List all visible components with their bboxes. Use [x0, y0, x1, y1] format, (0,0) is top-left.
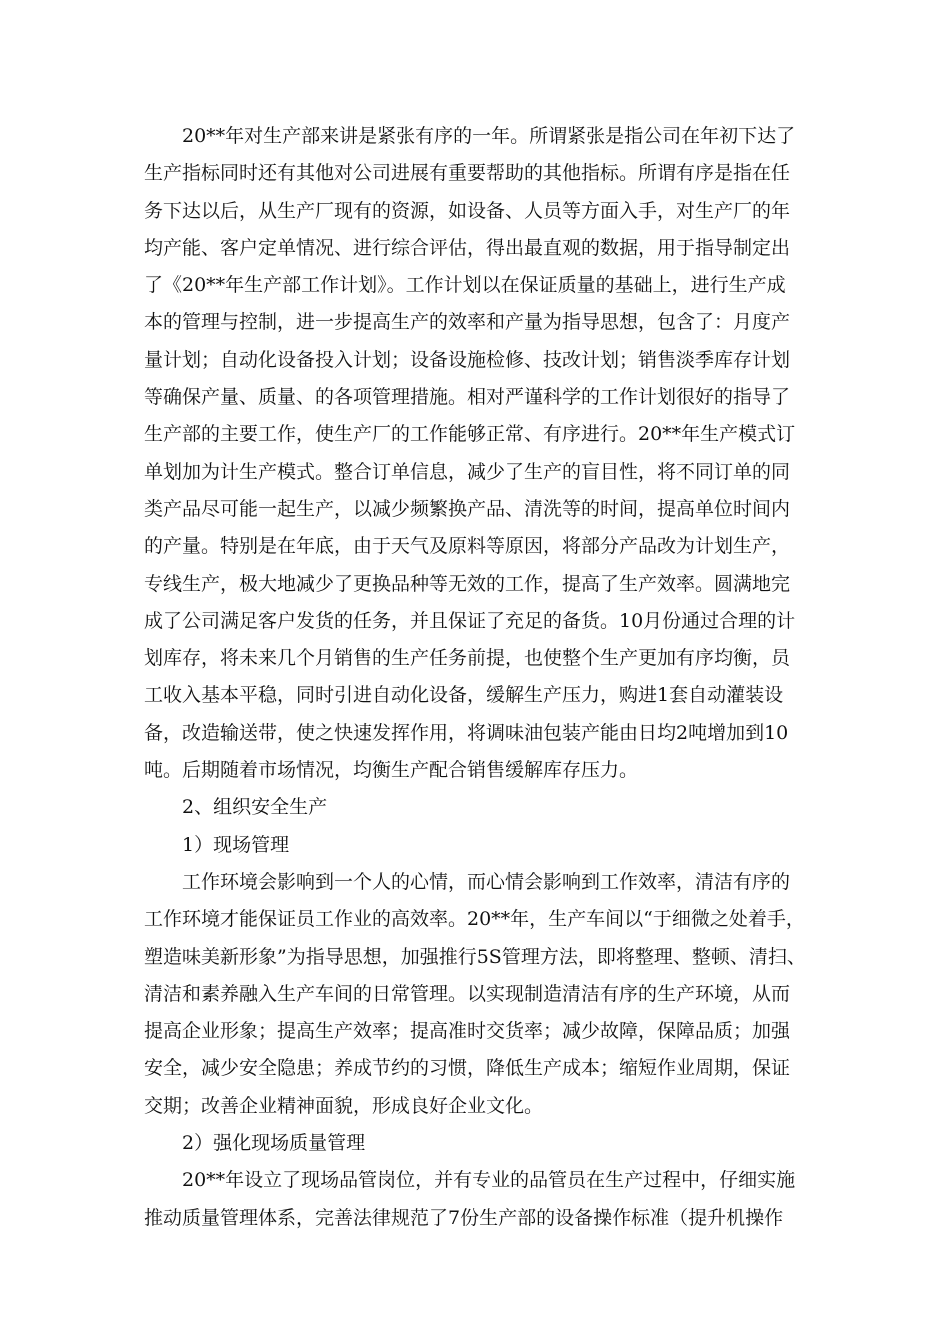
text-line: 成了公司满足客户发货的任务，并且保证了充足的备货。10月份通过合理的计 — [144, 609, 796, 632]
text-line: 工作环境会影响到一个人的心情，而心情会影响到工作效率，清洁有序的 — [182, 870, 791, 893]
text-line: 2、组织安全生产 — [182, 796, 328, 819]
text-line: 生产部的主要工作，使生产厂的工作能够正常、有序进行。20**年生产模式订 — [144, 423, 796, 446]
document-body — [144, 118, 824, 1237]
text-line: 生产指标同时还有其他对公司进展有重要帮助的其他指标。所谓有序是指在任 — [144, 162, 791, 185]
text-line: 工作环境才能保证员工作业的高效率。20**年，生产车间以“于细微之处着手， — [144, 908, 805, 931]
text-line: 均产能、客户定单情况、进行综合评估，得出最直观的数据，用于指导制定出 — [144, 236, 791, 259]
text-line: 单划加为计生产模式。整合订单信息，减少了生产的盲目性，将不同订单的同 — [144, 460, 791, 483]
text-line: 吨。后期随着市场情况，均衡生产配合销售缓解库存压力。 — [144, 759, 639, 782]
text-line: 备，改造输送带，使之快速发挥作用，将调味油包装产能由日均2吨增加到10 — [144, 721, 789, 744]
text-line: 类产品尽可能一起生产，以减少频繁换产品、清洗等的时间，提高单位时间内 — [144, 497, 791, 520]
text-line: 工收入基本平稳，同时引进自动化设备，缓解生产压力，购进1套自动灌装设 — [144, 684, 784, 707]
text-line: 2）强化现场质量管理 — [182, 1132, 366, 1155]
text-line: 1）现场管理 — [182, 833, 290, 856]
text-line: 本的管理与控制，进一步提高生产的效率和产量为指导思想，包含了：月度产 — [144, 311, 791, 334]
text-line: 专线生产，极大地减少了更换品种等无效的工作，提高了生产效率。圆满地完 — [144, 572, 791, 595]
text-line: 安全，减少安全隐患；养成节约的习惯，降低生产成本；缩短作业周期，保证 — [144, 1057, 791, 1080]
text-line: 20**年对生产部来讲是紧张有序的一年。所谓紧张是指公司在年初下达了 — [182, 125, 796, 147]
text-line: 量计划；自动化设备投入计划；设备设施检修、技改计划；销售淡季库存计划 — [144, 348, 791, 371]
text-line: 等确保产量、质量、的各项管理措施。相对严谨科学的工作计划很好的指导了 — [144, 386, 791, 409]
text-line: 交期；改善企业精神面貌，形成良好企业文化。 — [144, 1094, 544, 1117]
text-line: 划库存，将未来几个月销售的生产任务前提，也使整个生产更加有序均衡，员 — [144, 647, 791, 670]
text-line: 清洁和素养融入生产车间的日常管理。以实现制造清洁有序的生产环境，从而 — [144, 982, 791, 1005]
text-line: 的产量。特别是在年底，由于天气及原料等原因，将部分产品改为计划生产， — [144, 535, 791, 558]
text-line: 了《20**年生产部工作计划》。工作计划以在保证质量的基础上，进行生产成 — [144, 274, 786, 297]
text-line: 提高企业形象；提高生产效率；提高准时交货率；减少故障，保障品质；加强 — [144, 1020, 791, 1043]
text-line: 务下达以后，从生产厂现有的资源，如设备、人员等方面入手，对生产厂的年 — [144, 199, 791, 222]
text-line: 塑造味美新形象”为指导思想，加强推行5S管理方法，即将整理、整顿、清扫、 — [144, 945, 806, 968]
text-line: 推动质量管理体系，完善法律规范了7份生产部的设备操作标准（提升机操作 — [144, 1206, 784, 1229]
text-line: 20**年设立了现场品管岗位，并有专业的品管员在生产过程中，仔细实施 — [182, 1169, 796, 1192]
